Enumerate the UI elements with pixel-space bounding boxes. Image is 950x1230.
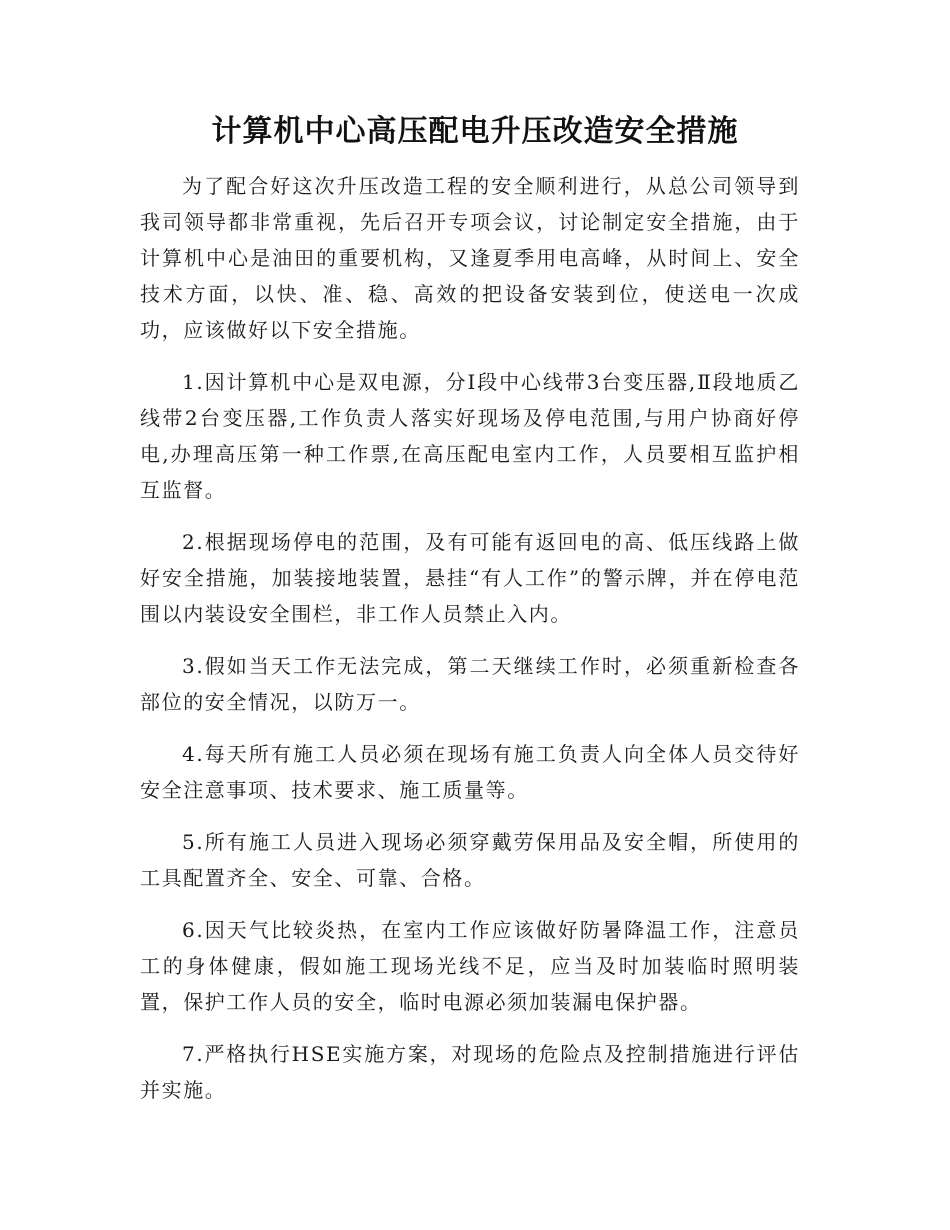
intro-paragraph: 为了配合好这次升压改造工程的安全顺利进行，从总公司领导到我司领导都非常重视，先后召开专项会议，讨论制定安全措施，由于计算机中心是油田的重要机构，又逢夏季用电高峰，从时间上、安全技术方面，以快、准、稳、高效的把设备安装到位，使送电一次成功，应该做好以下安全措施。 bbox=[140, 174, 800, 342]
document-title: 计算机中心高压配电升压改造安全措施 bbox=[211, 114, 739, 149]
measure-paragraph-2: 2.根据现场停电的范围，及有可能有返回电的高、低压线路上做好安全措施，加装接地装置，悬挂“有人工作”的警示牌，并在停电范围以内装设安全围栏，非工作人员禁止入内。 bbox=[140, 530, 800, 626]
measure-paragraph-5: 5.所有施工人员进入现场必须穿戴劳保用品及安全帽，所使用的工具配置齐全、安全、可靠、合格。 bbox=[140, 830, 800, 890]
measure-paragraph-7: 7.严格执行HSE实施方案，对现场的危险点及控制措施进行评估并实施。 bbox=[140, 1042, 800, 1102]
document-body bbox=[140, 168, 800, 1108]
measure-paragraph-4: 4.每天所有施工人员必须在现场有施工负责人向全体人员交待好安全注意事项、技术要求、施工质量等。 bbox=[140, 742, 800, 802]
measure-paragraph-6: 6.因天气比较炎热，在室内工作应该做好防暑降温工作，注意员工的身体健康，假如施工现场光线不足，应当及时加装临时照明装置，保护工作人员的安全，临时电源必须加装漏电保护器。 bbox=[140, 918, 800, 1014]
measure-paragraph-3: 3.假如当天工作无法完成，第二天继续工作时，必须重新检查各部位的安全情况，以防万一。 bbox=[140, 654, 800, 714]
measure-paragraph-1: 1.因计算机中心是双电源，分Ⅰ段中心线带3台变压器,Ⅱ段地质乙线带2台变压器,工作负责人落实好现场及停电范围,与用户协商好停电,办理高压第一种工作票,在高压配电室内工作，人员要相互监护相互监督。 bbox=[140, 370, 800, 502]
